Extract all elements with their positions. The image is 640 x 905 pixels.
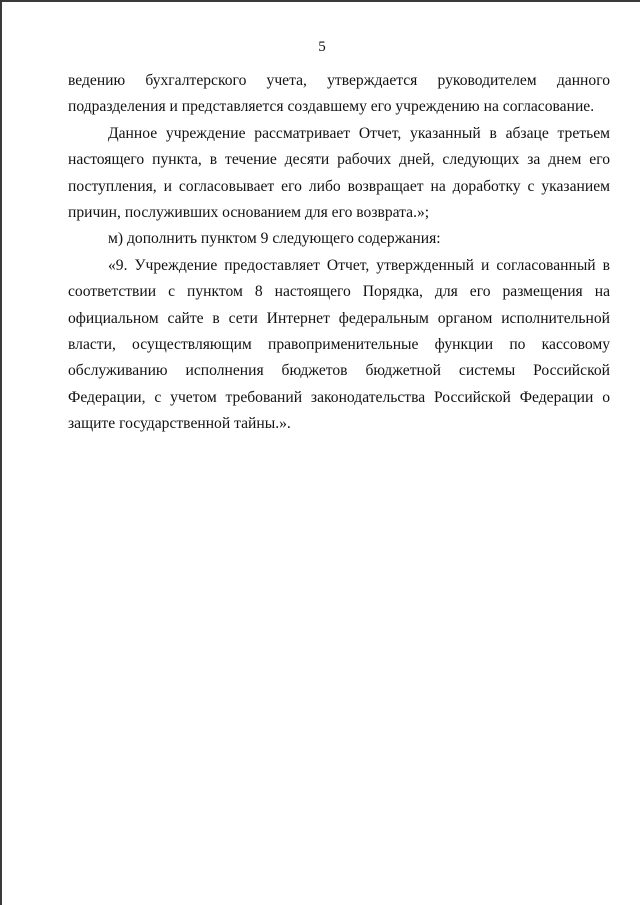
paragraph-review: Данное учреждение рассматривает Отчет, указанный в абзаце третьем настоящего пункта, в течение десяти рабочих дней, следующих за днем его поступления, и согласовывает его либо возвращает на доработку с указанием причин, послуживших основанием для его возврата.»; xyxy=(68,124,610,222)
paragraph-amendment: м) дополнить пунктом 9 следующего содержания: xyxy=(108,230,441,248)
paragraph-point-9: «9. Учреждение предоставляет Отчет, утвержденный и согласованный в соответствии с пунктом 8 настоящего Порядка, для его размещения на официальном сайте в сети Интернет федеральным органом исполнительной власти, осуществляющим правоприменительные функции по кассовому обслуживанию исполнения бюджетов бюджетной системы Российской Федерации, с учетом требований законодательства Российской Федерации о защите государственной тайны.». xyxy=(68,256,610,433)
document-body xyxy=(68,68,610,438)
page-number: 5 xyxy=(318,39,326,55)
paragraph-continuation: ведению бухгалтерского учета, утверждается руководителем данного подразделения и представляется создавшему его учреждению на согласование. xyxy=(68,72,610,116)
